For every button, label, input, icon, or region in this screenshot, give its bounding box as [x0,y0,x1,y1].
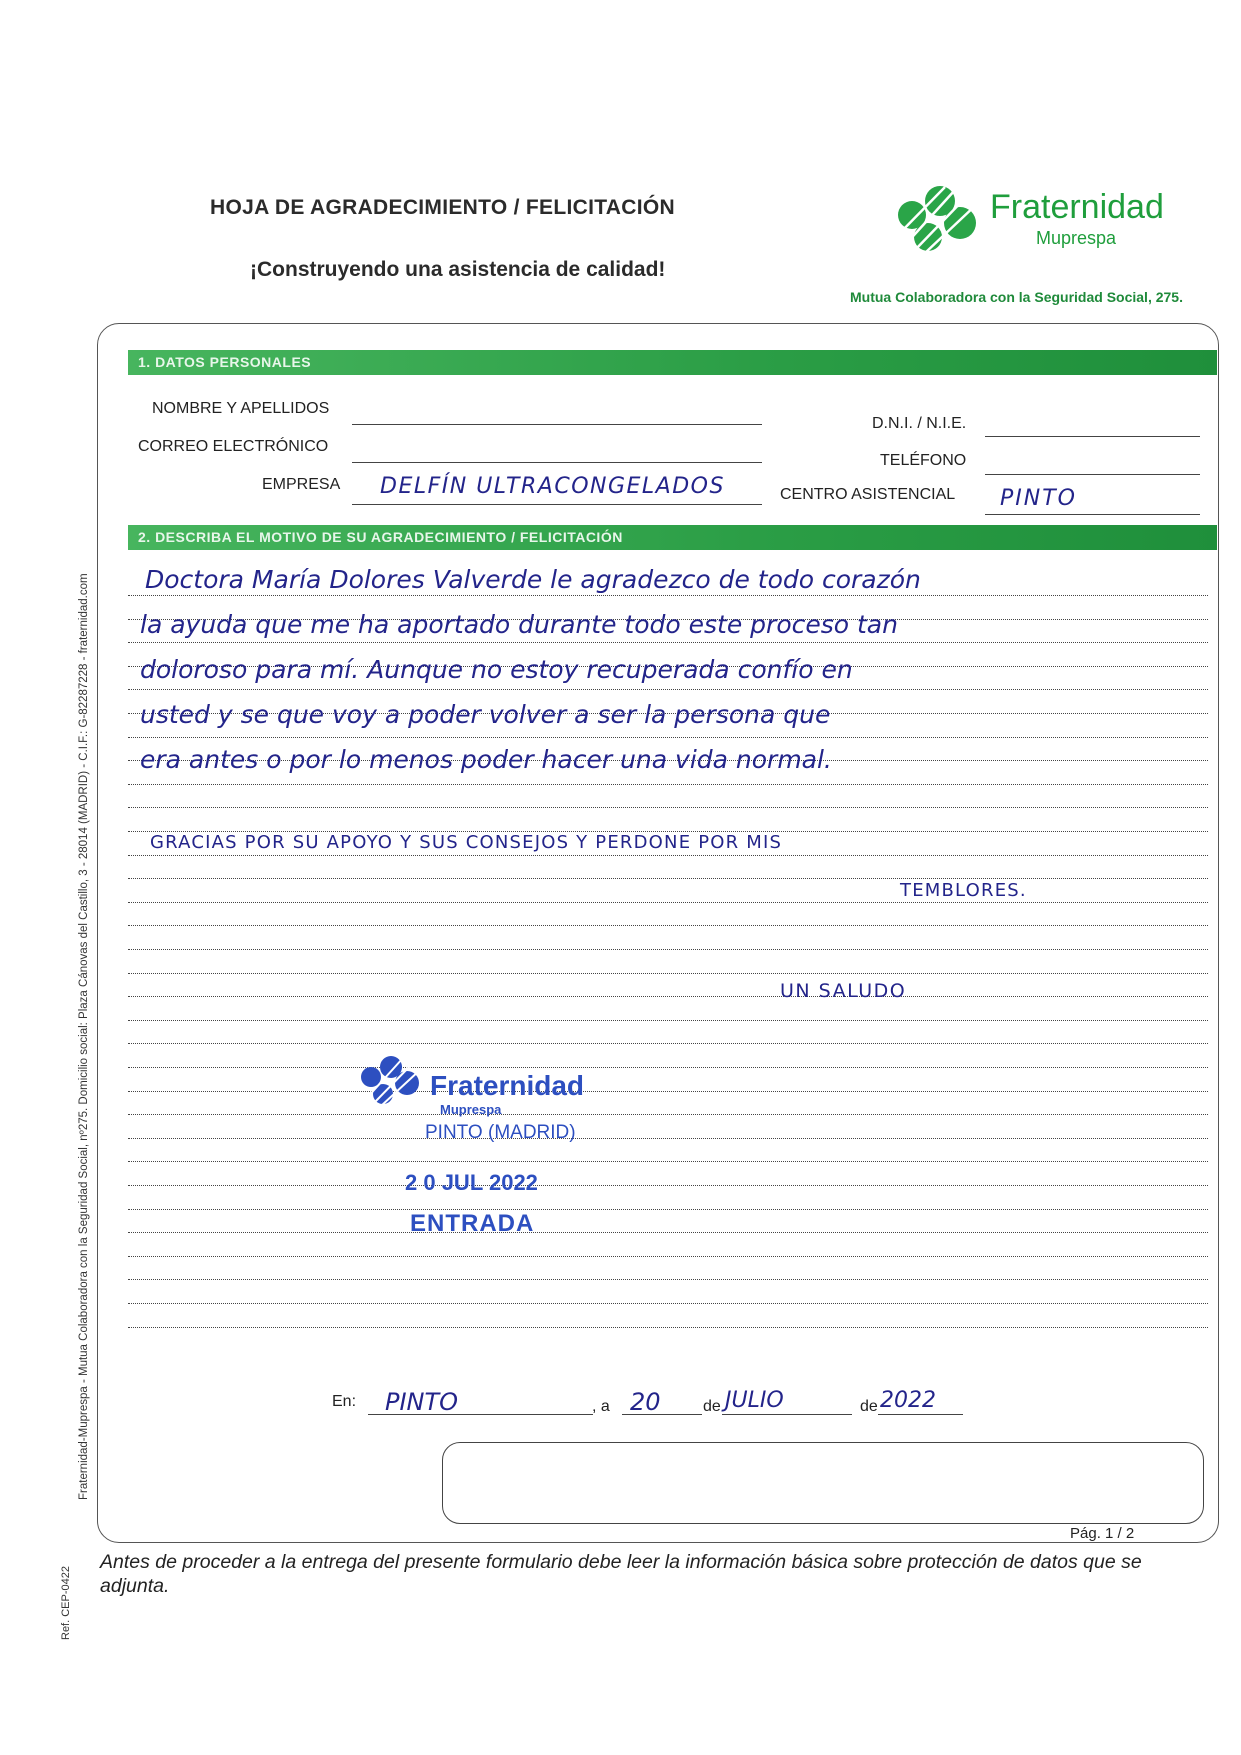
year-field[interactable] [878,1414,963,1415]
centro-field[interactable] [985,514,1200,515]
message-line-8: UN SALUDO [780,980,907,1002]
dni-field[interactable] [985,436,1200,437]
page-number: Pág. 1 / 2 [1070,1525,1135,1542]
writing-line [128,1020,1208,1021]
stamp-brand: Fraternidad [430,1070,585,1101]
de-label-1: de [703,1398,721,1415]
writing-line [128,1185,1208,1186]
telefono-label: TELÉFONO [880,452,967,469]
mutua-text: Mutua Colaboradora con la Seguridad Social, 275. [850,289,1183,305]
writing-line [128,1327,1208,1328]
centro-value: PINTO [1000,486,1077,511]
stamp-logo-icon [355,1055,425,1112]
writing-line [128,807,1208,808]
dni-label: D.N.I. / N.I.E. [872,415,967,432]
place-value: PINTO [385,1388,459,1416]
writing-line [128,642,1208,643]
de-label-2: de [860,1398,878,1415]
message-line-6: GRACIAS POR SU APOYO Y SUS CONSEJOS Y PERDONE POR MIS [150,832,783,853]
stamp-location: PINTO (MADRID) [425,1122,576,1143]
stamp-date: 2 0 JUL 2022 [405,1170,538,1195]
writing-line [128,1043,1208,1044]
message-line-1: Doctora María Dolores Valverde le agradezco de todo corazón [145,565,921,594]
message-line-7: TEMBLORES. [900,880,1027,901]
writing-line [128,1209,1208,1210]
writing-line [128,1303,1208,1304]
stamp-sub: Muprespa [440,1102,502,1117]
writing-line [128,784,1208,785]
brand-sub: Muprespa [1036,228,1117,248]
message-line-2: la ayuda que me ha aportado durante todo este proceso tan [140,610,898,639]
fraternidad-logo-icon [890,185,985,260]
section2-header: 2. DESCRIBA EL MOTIVO DE SU AGRADECIMIENTO / FELICITACIÓN [128,525,1217,550]
writing-line [128,737,1208,738]
centro-label: CENTRO ASISTENCIAL [780,486,956,503]
writing-line [128,1279,1208,1280]
writing-line [128,855,1208,856]
brand-name: Fraternidad [990,188,1164,226]
a-label: , a [592,1398,610,1415]
writing-line [128,949,1208,950]
day-value: 20 [630,1388,661,1416]
message-line-5: era antes o por lo menos poder hacer una vida normal. [140,745,832,774]
year-value: 2022 [880,1388,936,1413]
nombre-field[interactable] [352,424,762,425]
writing-line [128,1091,1208,1092]
nombre-label: NOMBRE Y APELLIDOS [152,400,330,417]
correo-label: CORREO ELECTRÓNICO [138,438,329,455]
writing-line [128,1256,1208,1257]
message-line-3: doloroso para mí. Aunque no estoy recuperada confío en [140,655,853,684]
form-title: HOJA DE AGRADECIMIENTO / FELICITACIÓN [210,196,675,219]
empresa-value: DELFÍN ULTRACONGELADOS [380,474,725,499]
month-field[interactable] [722,1414,852,1415]
writing-line [128,996,1208,997]
writing-line [128,878,1208,879]
reference-code: Ref. CEP-0422 [60,1566,72,1640]
empresa-field[interactable] [352,504,762,505]
signature-box[interactable] [442,1442,1204,1524]
correo-field[interactable] [352,462,762,463]
writing-line [128,1138,1208,1139]
empresa-label: EMPRESA [262,476,341,493]
writing-line [128,689,1208,690]
writing-line [128,1232,1208,1233]
writing-line [128,973,1208,974]
month-value: JULIO [725,1388,784,1413]
form-subtitle: ¡Construyendo una asistencia de calidad! [250,258,666,281]
sidebar-legal-text: Fraternidad-Muprespa - Mutua Colaboradora con la Seguridad Social, nº275. Domicilio social: Plaza Cánovas del Castillo, 3 - 28014 (MADRID) - C.I.F.: G-82287228 - fraternidad.com [78,573,90,1500]
writing-line [128,902,1208,903]
writing-line [128,1114,1208,1115]
writing-line [128,595,1208,596]
writing-line [128,1161,1208,1162]
stamp-entrada: ENTRADA [410,1210,535,1237]
message-line-4: usted y se que voy a poder volver a ser la persona que [140,700,831,729]
section1-header: 1. DATOS PERSONALES [128,350,1217,375]
writing-line [128,925,1208,926]
footer-privacy-note: Antes de proceder a la entrega del presente formulario debe leer la información básica sobre protección de datos que se adjunta. [100,1551,1142,1597]
telefono-field[interactable] [985,474,1200,475]
en-label: En: [332,1393,357,1410]
writing-line [128,1067,1208,1068]
